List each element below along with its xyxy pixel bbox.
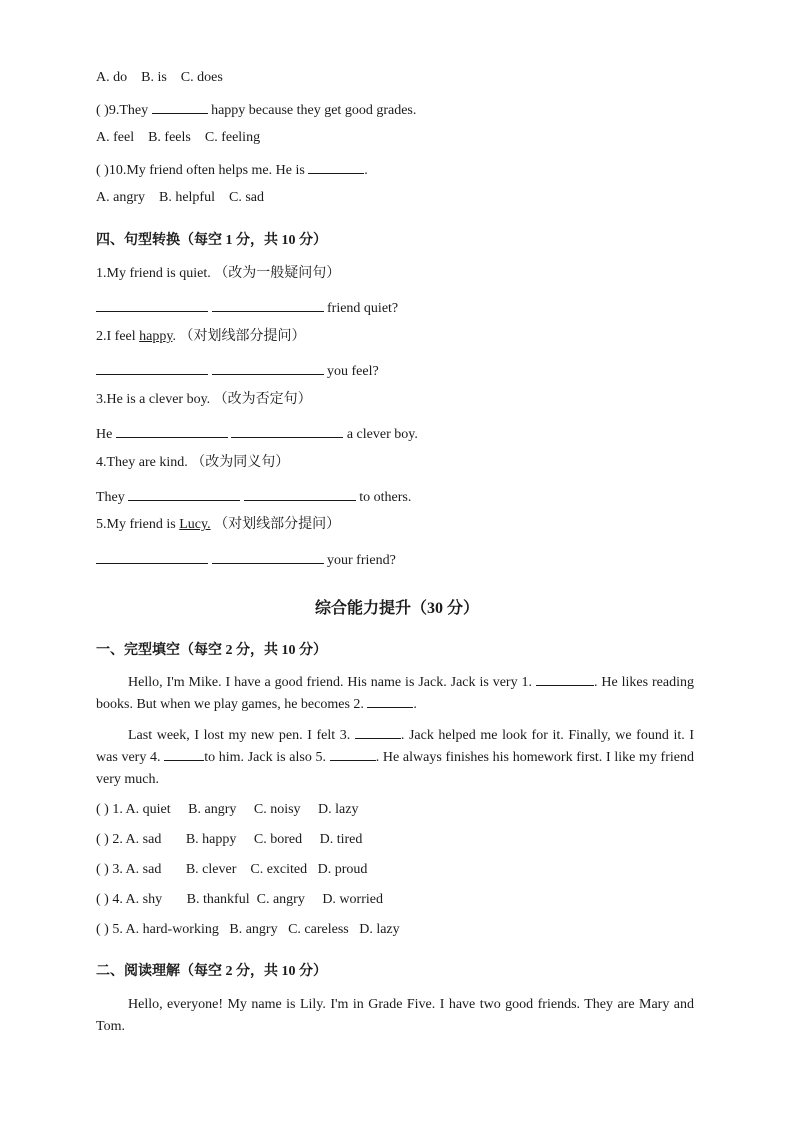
question-10 xyxy=(96,161,368,178)
answer-suffix: a clever boy. xyxy=(343,427,418,442)
question-prefix: 5.My friend is xyxy=(96,517,180,532)
answer-blank[interactable] xyxy=(536,673,594,686)
passage-text: . He likes reading books. But when we play games, he becomes 2. xyxy=(96,675,694,712)
q9-prefix: ( )9.They xyxy=(96,103,152,118)
transform-question-4: 4.They are kind. （改为同义句） xyxy=(96,455,290,470)
q10-suffix: . xyxy=(364,163,368,178)
cloze-paragraph-1 xyxy=(96,672,694,716)
cloze-option-row: ( ) 4. A. shy B. thankful C. angry D. worried xyxy=(96,892,383,907)
answer-blank[interactable] xyxy=(128,488,240,501)
underlined-word: Lucy. xyxy=(179,517,211,532)
cloze-option-row: ( ) 3. A. sad B. clever C. excited D. proud xyxy=(96,862,368,877)
answer-blank[interactable] xyxy=(231,425,343,438)
answer-suffix: friend quiet? xyxy=(323,301,399,316)
answer-blank[interactable] xyxy=(96,299,208,312)
section-heading: 一、完型填空（每空 2 分，共 10 分） xyxy=(96,643,327,658)
transform-answer-5 xyxy=(96,551,396,568)
transform-answer-1 xyxy=(96,299,398,316)
answer-prefix: He xyxy=(96,427,116,442)
underlined-word: happy xyxy=(139,329,173,344)
answer-blank[interactable] xyxy=(164,748,204,761)
transform-question-3: 3.He is a clever boy. （改为否定句） xyxy=(96,392,312,407)
q9-suffix: happy because they get good grades. xyxy=(207,103,417,118)
question-prefix: 2.I feel xyxy=(96,329,140,344)
answer-blank[interactable] xyxy=(96,362,208,375)
answer-suffix: you feel? xyxy=(323,364,379,379)
answer-blank[interactable] xyxy=(244,488,356,501)
answer-blank[interactable] xyxy=(212,362,324,375)
transform-question-1: 1.My friend is quiet. （改为一般疑问句） xyxy=(96,266,341,281)
passage-text: to him. Jack is also 5. xyxy=(204,750,330,765)
transform-answer-2 xyxy=(96,362,379,379)
answer-blank[interactable] xyxy=(96,551,208,564)
answer-suffix: to others. xyxy=(355,490,412,505)
transform-answer-4 xyxy=(96,488,411,505)
transform-answer-3 xyxy=(96,425,418,442)
passage-text: Last week, I lost my new pen. I felt 3. xyxy=(128,728,355,743)
q10-options: A. angry B. helpful C. sad xyxy=(96,190,264,205)
passage-text: . Jack helped me look for it. Finally, we found it. I was very 4. xyxy=(96,728,694,765)
answer-blank[interactable] xyxy=(367,695,413,708)
q10-prefix: ( )10.My friend often helps me. He is xyxy=(96,163,309,178)
question-suffix: （对划线部分提问） xyxy=(210,517,341,532)
reading-paragraph-1: Hello, everyone! My name is Lily. I'm in Grade Five. I have two good friends. They are Mary and Tom. xyxy=(96,997,694,1034)
answer-blank[interactable] xyxy=(116,425,228,438)
passage-text: Hello, I'm Mike. I have a good friend. His name is Jack. Jack is very 1. xyxy=(128,675,536,690)
part-title: 综合能力提升（30 分） xyxy=(314,600,479,617)
answer-blank[interactable] xyxy=(212,299,324,312)
section-heading: 二、阅读理解（每空 2 分，共 10 分） xyxy=(96,964,327,979)
cloze-option-row: ( ) 1. A. quiet B. angry C. noisy D. lazy xyxy=(96,802,359,817)
answer-blank[interactable] xyxy=(330,748,376,761)
answer-blank[interactable] xyxy=(212,551,324,564)
q9-options: A. feel B. feels C. feeling xyxy=(96,130,261,145)
answer-suffix: your friend? xyxy=(323,553,396,568)
answer-blank[interactable] xyxy=(308,161,364,174)
cloze-option-row: ( ) 2. A. sad B. happy C. bored D. tired xyxy=(96,832,363,847)
answer-prefix: They xyxy=(96,490,129,505)
transform-question-2 xyxy=(96,330,305,344)
answer-blank[interactable] xyxy=(355,726,401,739)
passage-text: . xyxy=(413,697,417,712)
transform-question-5 xyxy=(96,518,340,532)
passage-text: . He always finishes his homework first. I like my friend very much. xyxy=(96,750,694,787)
answer-blank[interactable] xyxy=(152,101,208,114)
cloze-paragraph-2 xyxy=(96,725,694,791)
cloze-option-row: ( ) 5. A. hard-working B. angry C. careless D. lazy xyxy=(96,922,400,937)
section-heading: 四、句型转换（每空 1 分，共 10 分） xyxy=(96,233,327,248)
question-suffix: . （对划线部分提问） xyxy=(172,329,306,344)
q8-options: A. do B. is C. does xyxy=(96,70,223,85)
question-9 xyxy=(96,101,416,118)
